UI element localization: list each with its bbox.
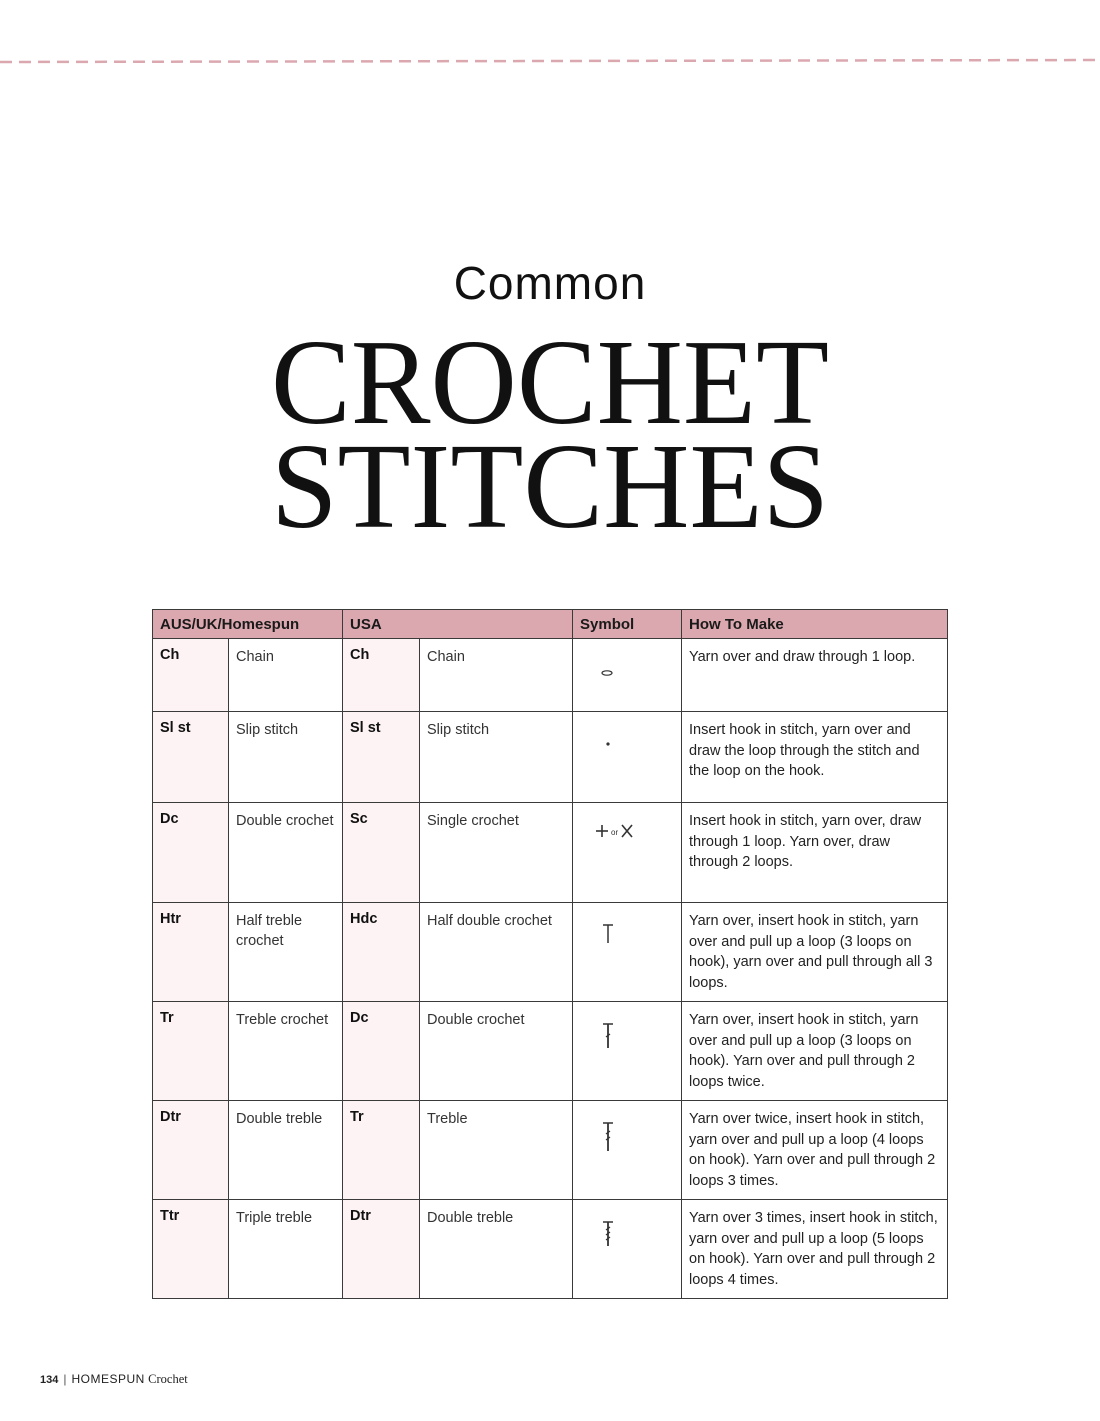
aus-name: Slip stitch xyxy=(229,712,343,803)
title-crochet: CROCHET xyxy=(271,315,829,450)
aus-name: Half treble crochet xyxy=(229,903,343,1002)
usa-abbr: Dc xyxy=(343,1002,420,1101)
aus-name: Chain xyxy=(229,639,343,712)
table-row xyxy=(153,712,948,803)
usa-name: Chain xyxy=(420,639,573,712)
table-row xyxy=(153,1101,948,1200)
how-to-make: Insert hook in stitch, yarn over and draw the loop through the stitch and the loop on the hook. xyxy=(682,712,948,803)
how-to-make: Yarn over twice, insert hook in stitch, yarn over and pull up a loop (4 loops on hook). Yarn over and pull through 2 loops 3 times. xyxy=(682,1101,948,1200)
header-usa: USA xyxy=(343,610,573,639)
usa-name: Double crochet xyxy=(420,1002,573,1101)
aus-abbr: Dc xyxy=(153,803,229,903)
symbol-cell xyxy=(573,903,682,1002)
half-double-t-icon xyxy=(593,921,633,951)
table-row xyxy=(153,1002,948,1101)
table-row xyxy=(153,639,948,712)
stitch-table xyxy=(152,609,948,1299)
double-crochet-t-icon xyxy=(593,1020,633,1054)
symbol-cell xyxy=(573,639,682,712)
magazine-name: HOMESPUN xyxy=(71,1372,145,1386)
usa-name: Single crochet xyxy=(420,803,573,903)
how-to-make: Insert hook in stitch, yarn over, draw through 1 loop. Yarn over, draw through 2 loops. xyxy=(682,803,948,903)
chain-oval-icon xyxy=(593,657,633,681)
header-aus: AUS/UK/Homespun xyxy=(153,610,343,639)
aus-abbr: Htr xyxy=(153,903,229,1002)
usa-name: Slip stitch xyxy=(420,712,573,803)
page-number: 134 xyxy=(40,1374,59,1386)
aus-name: Treble crochet xyxy=(229,1002,343,1101)
how-to-make: Yarn over 3 times, insert hook in stitch, yarn over and pull up a loop (5 loops on hook). Yarn over and pull through 2 loops 4 times. xyxy=(682,1200,948,1299)
table-row xyxy=(153,1200,948,1299)
table-header-row xyxy=(153,610,948,639)
double-treble-t-icon xyxy=(593,1218,633,1254)
header-how: How To Make xyxy=(682,610,948,639)
aus-abbr: Ch xyxy=(153,639,229,712)
aus-abbr: Ttr xyxy=(153,1200,229,1299)
footer-separator: | xyxy=(63,1372,67,1386)
section-name: Crochet xyxy=(148,1372,188,1386)
aus-abbr: Tr xyxy=(153,1002,229,1101)
usa-abbr: Dtr xyxy=(343,1200,420,1299)
symbol-cell xyxy=(573,803,682,903)
usa-name: Half double crochet xyxy=(420,903,573,1002)
aus-abbr: Dtr xyxy=(153,1101,229,1200)
aus-name: Double crochet xyxy=(229,803,343,903)
symbol-cell xyxy=(573,1200,682,1299)
title-common: Common xyxy=(453,257,647,309)
how-to-make: Yarn over and draw through 1 loop. xyxy=(682,639,948,712)
symbol-cell xyxy=(573,1101,682,1200)
table-row xyxy=(153,803,948,903)
aus-name: Triple treble xyxy=(229,1200,343,1299)
usa-abbr: Sl st xyxy=(343,712,420,803)
page-footer xyxy=(40,1372,188,1387)
title-stitches: STITCHES xyxy=(271,419,829,554)
usa-abbr: Ch xyxy=(343,639,420,712)
decorative-stitch-line xyxy=(0,58,1100,66)
how-to-make: Yarn over, insert hook in stitch, yarn over and pull up a loop (3 loops on hook), yarn over and pull through all 3 loops. xyxy=(682,903,948,1002)
usa-abbr: Sc xyxy=(343,803,420,903)
how-to-make: Yarn over, insert hook in stitch, yarn over and pull up a loop (3 loops on hook). Yarn over and pull through 2 loops twice. xyxy=(682,1002,948,1101)
usa-abbr: Hdc xyxy=(343,903,420,1002)
aus-abbr: Sl st xyxy=(153,712,229,803)
usa-name: Treble xyxy=(420,1101,573,1200)
symbol-cell xyxy=(573,712,682,803)
table-row xyxy=(153,903,948,1002)
symbol-cell xyxy=(573,1002,682,1101)
slip-dot-icon xyxy=(593,730,633,754)
plus-or-x-icon xyxy=(593,821,653,845)
header-symbol: Symbol xyxy=(573,610,682,639)
usa-name: Double treble xyxy=(420,1200,573,1299)
treble-t-icon xyxy=(593,1119,633,1157)
aus-name: Double treble xyxy=(229,1101,343,1200)
usa-abbr: Tr xyxy=(343,1101,420,1200)
symbol-or-text: or xyxy=(611,828,619,837)
